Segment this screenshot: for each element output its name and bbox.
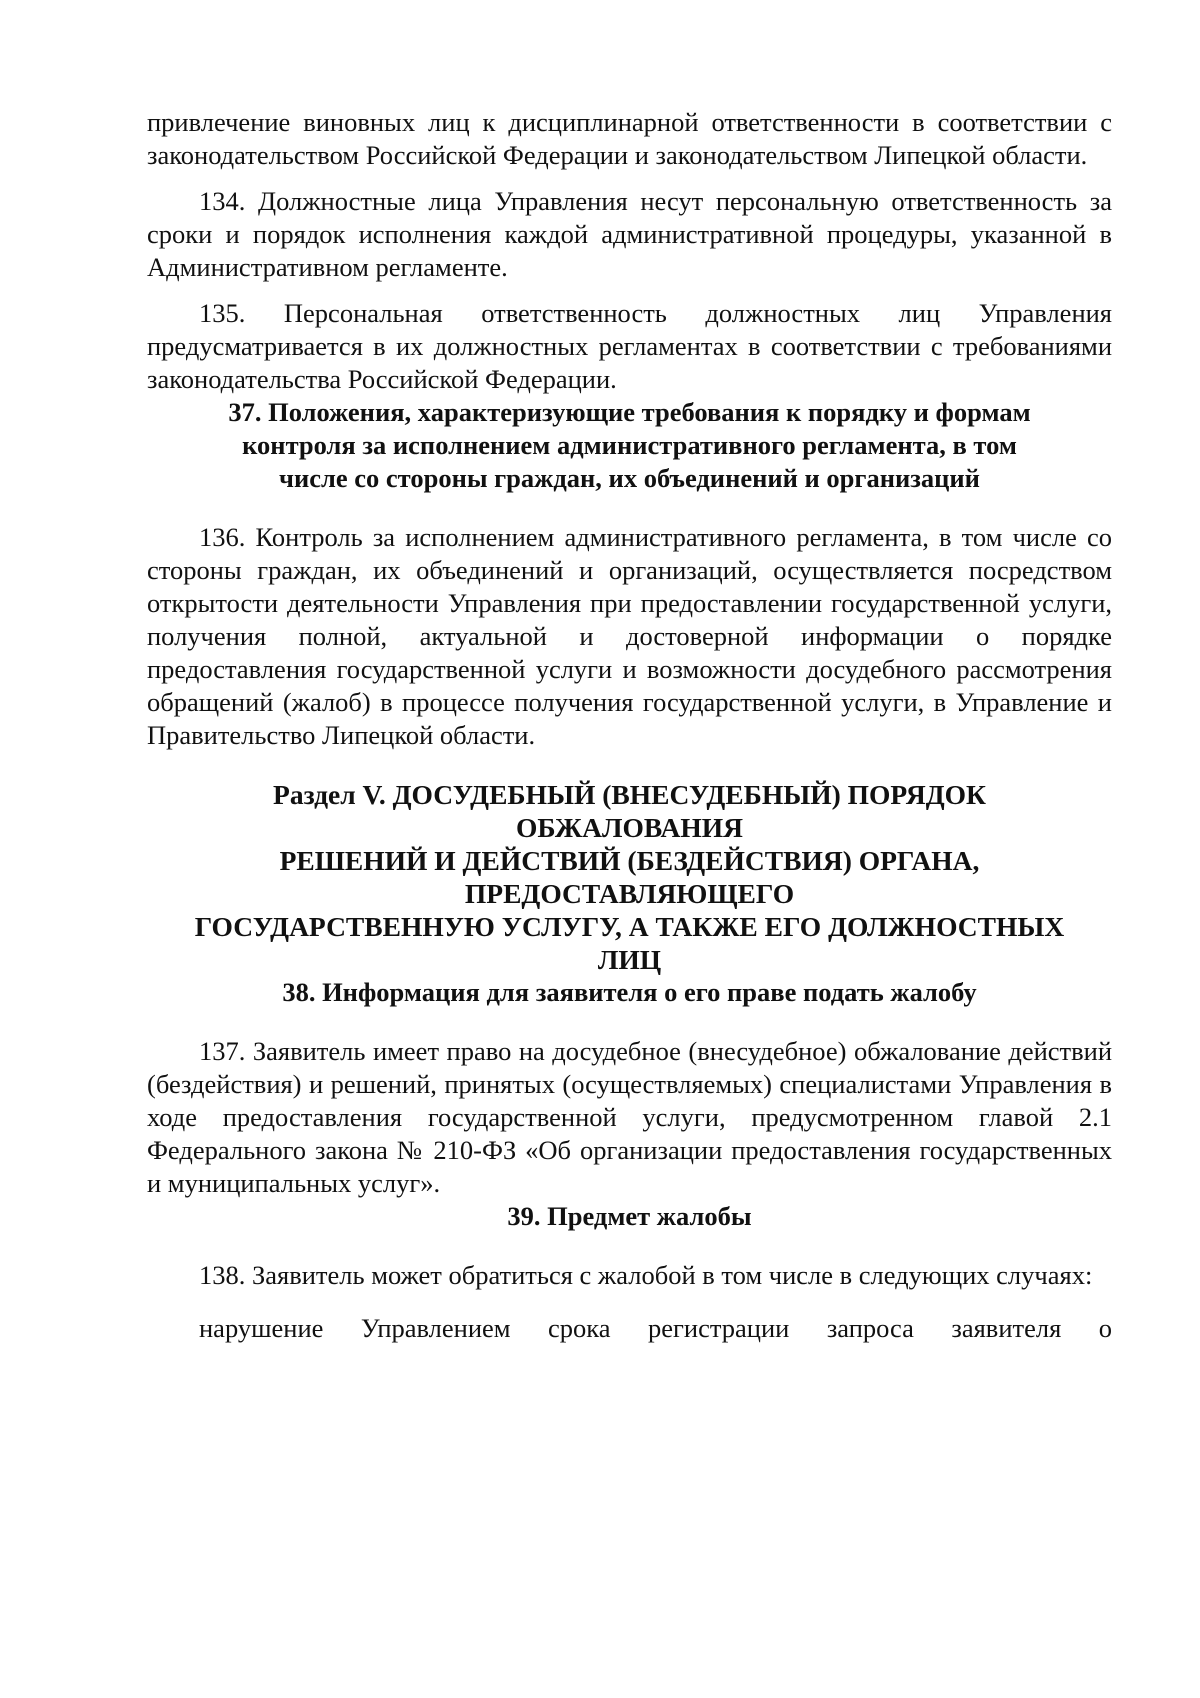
paragraph-138: 138. Заявитель может обратиться с жалобой в том числе в следующих случаях: xyxy=(199,1260,1093,1290)
heading-37-line-2: контроля за исполнением административного регламента, в том xyxy=(242,430,1017,460)
section-v-line-1: Раздел V. ДОСУДЕБНЫЙ (ВНЕСУДЕБНЫЙ) ПОРЯДОК xyxy=(273,779,986,810)
paragraph-137: 137. Заявитель имеет право на досудебное (внесудебное) обжалование действий (бездействия) и решений, принятых (осуществляемых) специалистами Управления в ходе предоставления государственной услуги, предусмотренном главой 2.1 Федерального закона № 210-ФЗ «Об организации предоставления государственных и муниципальных услуг». xyxy=(147,1036,1112,1198)
section-v-line-3: РЕШЕНИЙ И ДЕЙСТВИЙ (БЕЗДЕЙСТВИЯ) ОРГАНА, xyxy=(279,845,980,876)
paragraph-134: 134. Должностные лица Управления несут персональную ответственность за сроки и порядок исполнения каждой административной процедуры, указанной в Административном регламенте. xyxy=(147,186,1112,282)
paragraph-violation: нарушение Управлением срока регистрации запроса заявителя о xyxy=(199,1313,1112,1343)
paragraph-continuation: привлечение виновных лиц к дисциплинарной ответственности в соответствии с законодательством Российской Федерации и законодательством Липецкой области. xyxy=(147,107,1112,170)
section-v-title xyxy=(147,778,1112,976)
section-v-line-4: ПРЕДОСТАВЛЯЮЩЕГО xyxy=(464,878,795,909)
section-v-line-2: ОБЖАЛОВАНИЯ xyxy=(516,812,743,843)
section-v-line-5: ГОСУДАРСТВЕННУЮ УСЛУГУ, А ТАКЖЕ ЕГО ДОЛЖНОСТНЫХ xyxy=(194,911,1065,942)
paragraph-135: 135. Персональная ответственность должностных лиц Управления предусматривается в их должностных регламентах в соответствии с требованиями законодательства Российской Федерации. xyxy=(147,298,1112,394)
paragraph-136: 136. Контроль за исполнением административного регламента, в том числе со стороны граждан, их объединений и организаций, осуществляется посредством открытости деятельности Управления при предоставлении государственной услуги, получения полной, актуальной и достоверной информации о порядке предоставления государственной услуги и возможности досудебного рассмотрения обращений (жалоб) в процессе получения государственной услуги, в Управление и Правительство Липецкой области. xyxy=(147,522,1112,750)
heading-38: 38. Информация для заявителя о его праве подать жалобу xyxy=(282,977,977,1007)
section-v-line-6: ЛИЦ xyxy=(597,944,662,975)
heading-37-line-3: числе со стороны граждан, их объединений и организаций xyxy=(279,463,980,493)
heading-37-line-1: 37. Положения, характеризующие требования к порядку и формам xyxy=(228,397,1031,427)
heading-37 xyxy=(147,396,1112,495)
heading-39: 39. Предмет жалобы xyxy=(507,1201,752,1231)
